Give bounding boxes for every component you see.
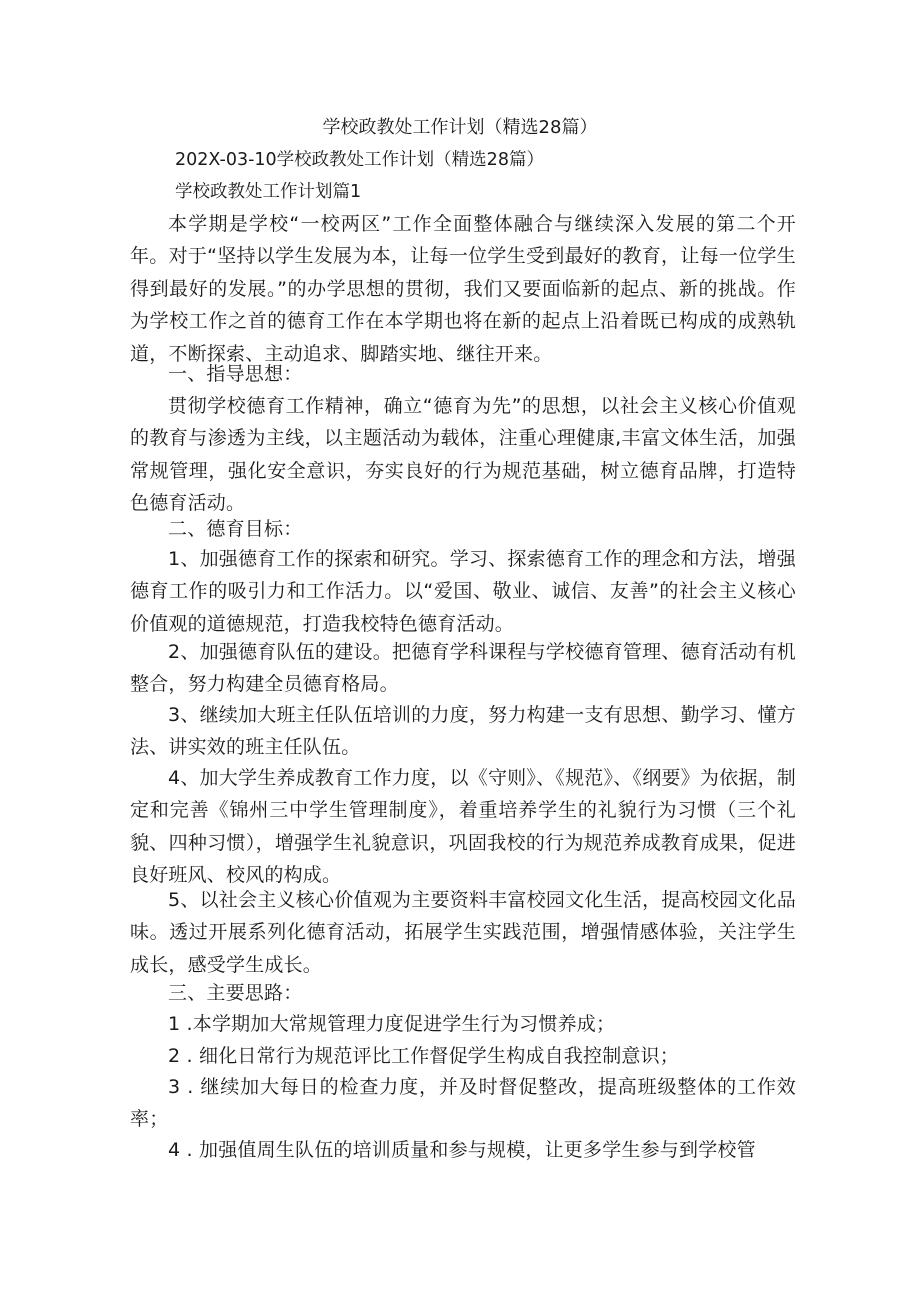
idea-item-4: 4 . 加强值周生队伍的培训质量和参与规模，让更多学生参与到学校管 — [168, 1139, 756, 1161]
goal-item-4: 4、加大学生养成教育工作力度，以《守则》、《规范》、《纲要》为依据，制定和完善《锦州三中学生管理制度》，着重培养学生的礼貌行为习惯（三个礼貌、四种习惯），增强学生礼貌意识，巩固我校的行为规范养成教育成果，促进良好班风、校风的构成。 — [130, 767, 796, 887]
goal-item-5: 5、以社会主义核心价值观为主要资料丰富校园文化生活，提高校园文化品味。透过开展系列化德育活动，拓展学生实践范围，增强情感体验，关注学生成长，感受学生成长。 — [130, 889, 796, 976]
goal-item-2: 2、加强德育队伍的建设。把德育学科课程与学校德育管理、德育活动有机整合，努力构建全员德育格局。 — [130, 641, 796, 696]
guiding-thought-paragraph: 贯彻学校德育工作精神，确立“德育为先”的思想，以社会主义核心价值观的教育与渗透为主线，以主题活动为载体，注重心理健康,丰富文体生活，加强常规管理，强化安全意识，夯实良好的行为规范基础，树立德育品牌，打造特色德育活动。 — [130, 395, 796, 515]
date-line: 202X-03-10学校政教处工作计划（精选28篇） — [175, 150, 544, 170]
idea-item-3: 3 . 继续加大每日的检查力度，并及时督促整改，提高班级整体的工作效率； — [130, 1076, 796, 1131]
heading-moral-goals: 二、德育目标： — [168, 518, 303, 540]
idea-item-1: 1 .本学期加大常规管理力度促进学生行为习惯养成； — [168, 1013, 616, 1035]
document-title: 学校政教处工作计划（精选28篇） — [322, 117, 598, 138]
goal-item-3: 3、继续加大班主任队伍培训的力度，努力构建一支有思想、勤学习、懂方法、讲实效的班主任队伍。 — [130, 704, 796, 759]
idea-item-2: 2 . 细化日常行为规范评比工作督促学生构成自我控制意识； — [168, 1045, 680, 1067]
heading-guiding-thought: 一、指导思想： — [168, 363, 303, 385]
section-title: 学校政教处工作计划篇1 — [175, 182, 362, 202]
goal-item-1: 1、加强德育工作的探索和研究。学习、探索德育工作的理念和方法，增强德育工作的吸引力和工作活力。以“爱国、敬业、诚信、友善”的社会主义核心价值观的道德规范，打造我校特色德育活动。 — [130, 548, 796, 635]
heading-main-ideas: 三、主要思路： — [168, 982, 303, 1004]
intro-paragraph: 本学期是学校“一校两区”工作全面整体融合与继续深入发展的第二个开年。对于“坚持以学生发展为本，让每一位学生受到最好的教育，让每一位学生得到最好的发展。”的办学思想的贯彻，我们又要面临新的起点、新的挑战。作为学校工作之首的德育工作在本学期也将在新的起点上沿着既已构成的成熟轨道，不断探索、主动追求、脚踏实地、继往开来。 — [130, 213, 796, 365]
